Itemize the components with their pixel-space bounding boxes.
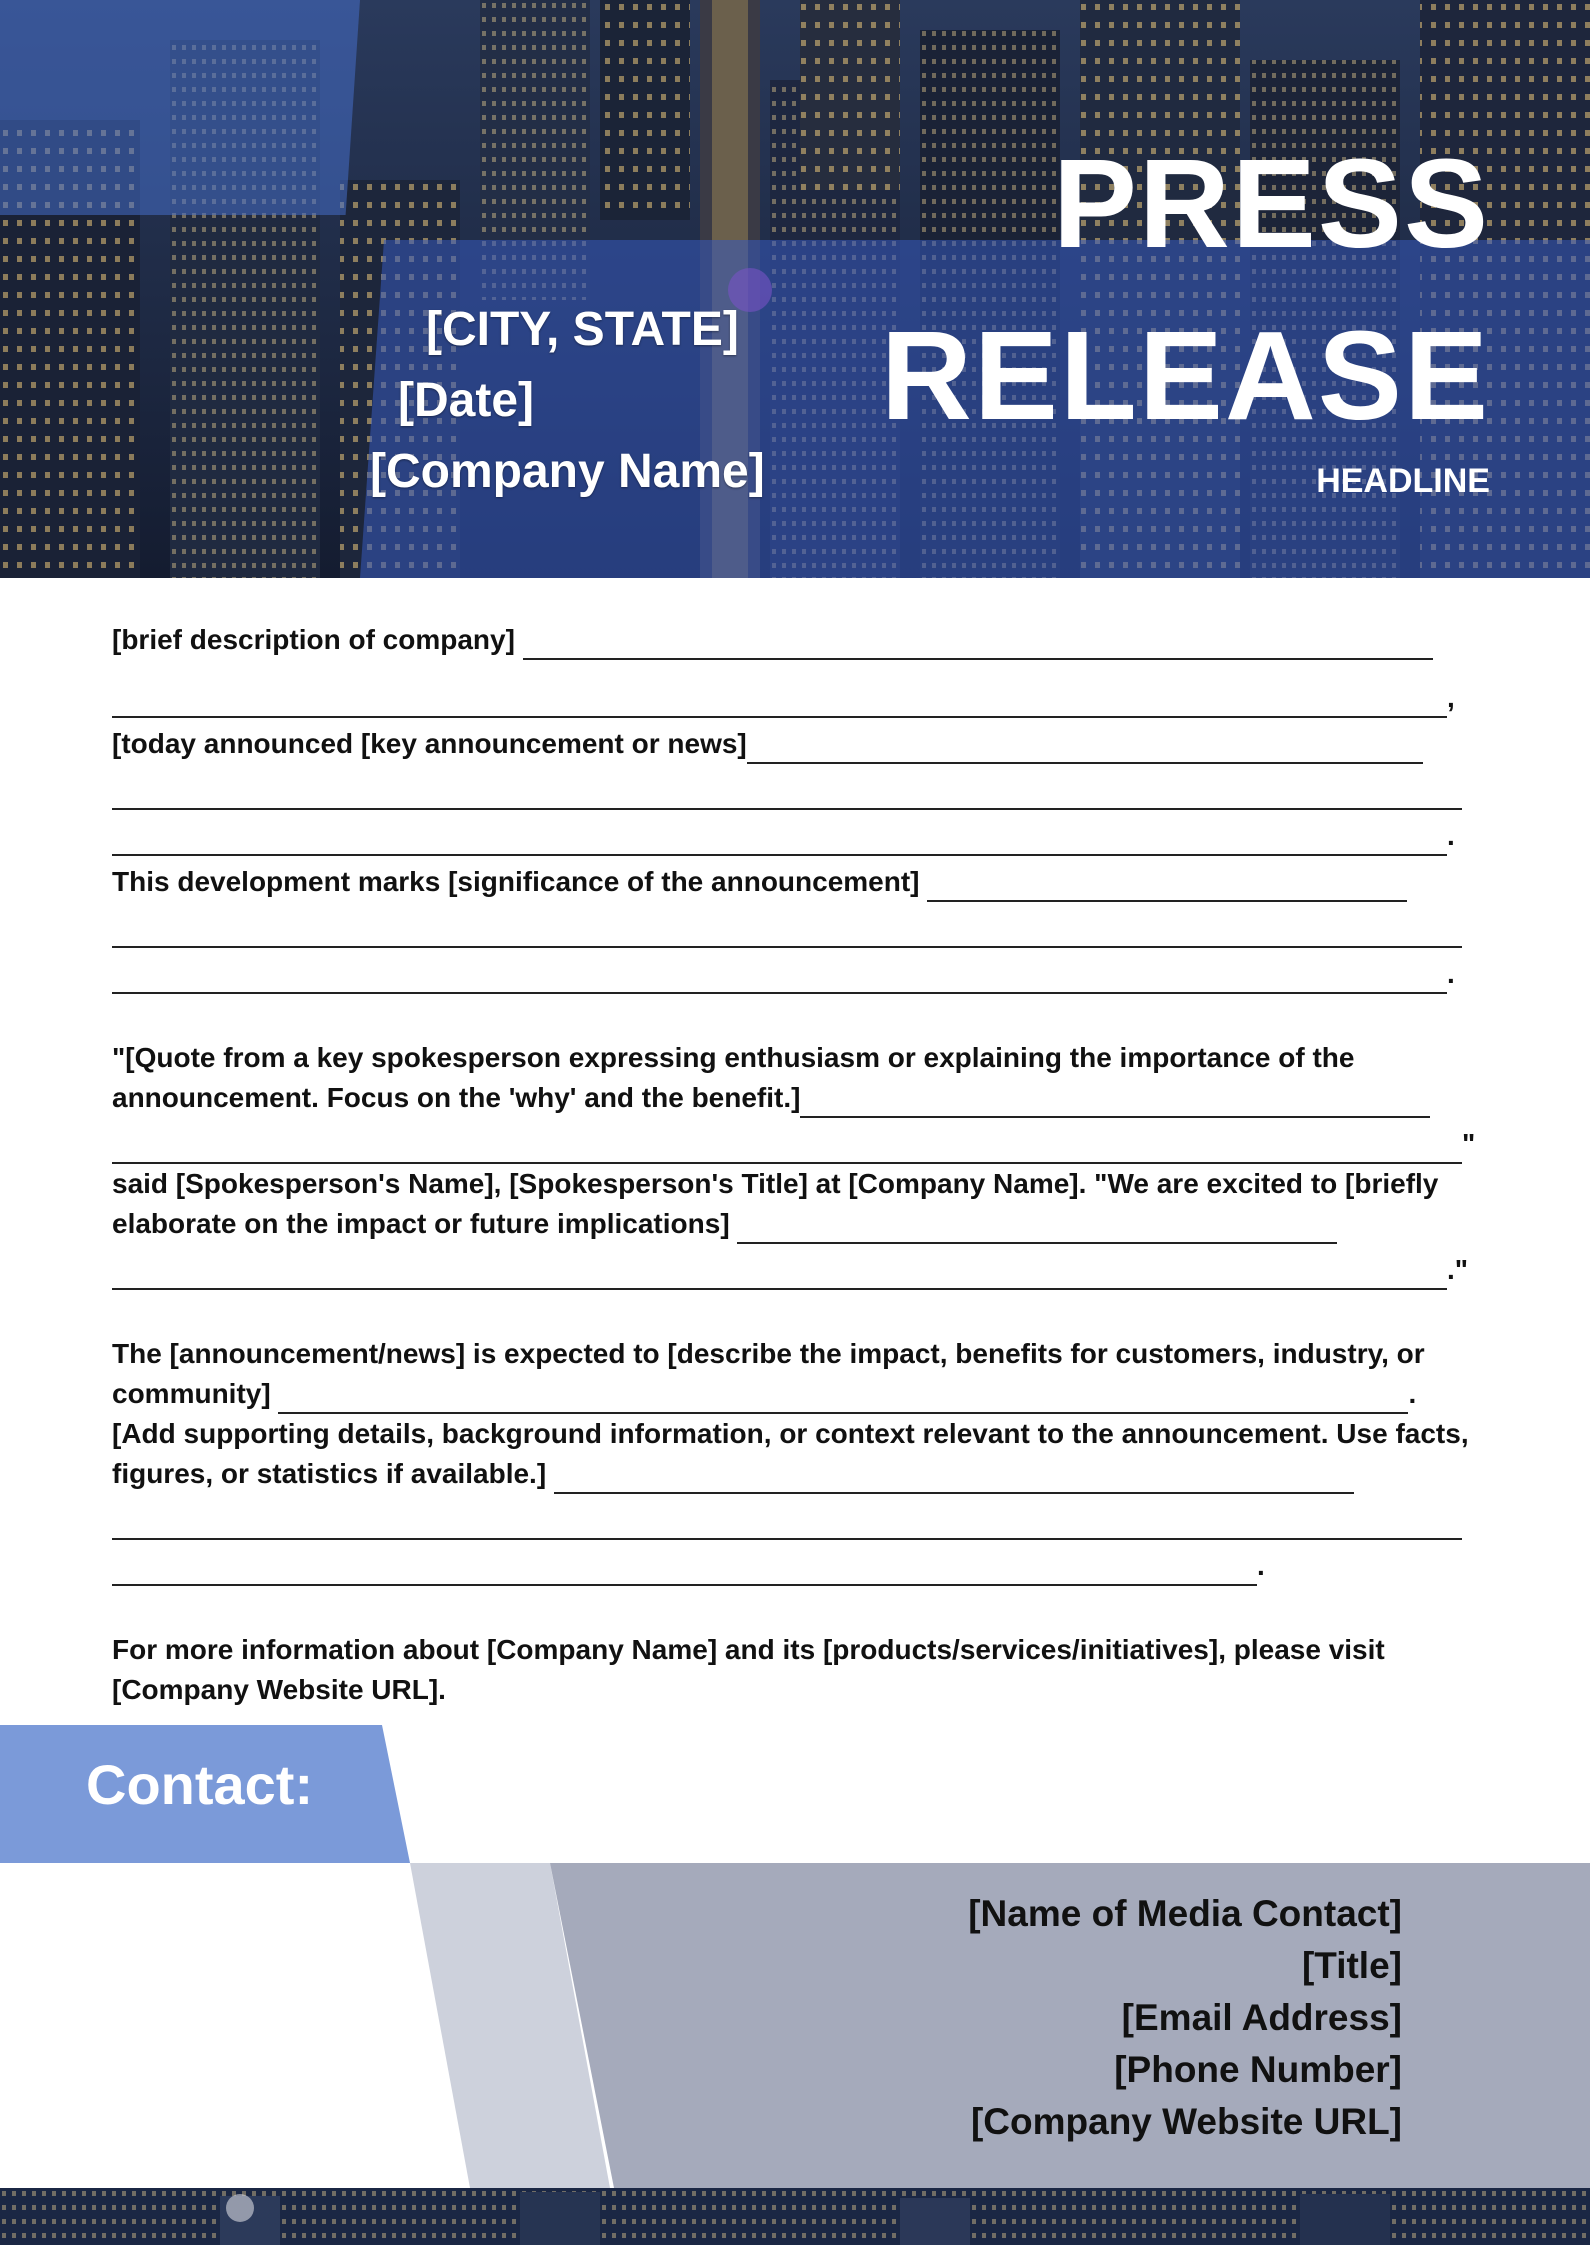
period-mark: . [1447,820,1455,851]
fill-line [523,630,1433,660]
more-info-paragraph: For more information about [Company Name] and its [products/services/initiatives], please visit [Company Website URL]. [112,1634,1385,1705]
footer-city-strip [0,2188,1590,2245]
city-state: [CITY, STATE] [426,303,739,356]
fill-line [737,1214,1337,1244]
fill-line [112,826,1447,856]
quote: "[Quote from a key spokesperson expressing enthusiasm or explaining the importance of the announcement. Focus on the 'why' and the benefit.] [112,1042,1355,1113]
fill-row [112,770,1482,810]
announcement-line [112,724,1482,764]
contact-phone: [Phone Number] [1114,2049,1402,2090]
contact-website: [Company Website URL] [970,2101,1402,2142]
fill-row [112,1124,1482,1164]
press-release-title [881,118,1490,462]
quote-paragraph [112,1038,1462,1118]
close-quote-mark: " [1462,1128,1476,1159]
fill-line [112,1260,1447,1290]
fill-line [927,872,1407,902]
fill-line [800,1088,1430,1118]
fill-line [112,1510,1462,1540]
impact: The [announcement/news] is expected to [describe the impact, benefits for customers, industry, or community] [112,1338,1425,1409]
date: [Date] [398,374,535,427]
development: This development marks [significance of the announcement] [112,866,920,897]
announcement: [today announced [key announcement or news] [112,728,747,759]
period-quote-mark: ." [1447,1254,1469,1285]
contact-heading: Contact: [86,1753,314,1816]
contact-details [968,1888,1402,2148]
fill-line [112,1134,1462,1164]
title-line-release: RELEASE [880,305,1490,446]
fill-row [112,1250,1482,1290]
period-mark: . [1408,1378,1417,1409]
contact-title: [Title] [1301,1945,1402,1986]
company-name: [Company Name] [370,445,765,498]
title-line-press: PRESS [1052,133,1490,274]
development-line [112,862,1482,902]
fill-line [112,688,1447,718]
fill-row [112,1546,1482,1586]
fill-line [278,1384,1408,1414]
fill-line [112,1556,1257,1586]
fill-line [554,1464,1354,1494]
fill-row [112,816,1482,856]
supporting-paragraph [112,1414,1482,1494]
fill-line [112,964,1447,994]
impact-paragraph [112,1334,1482,1414]
period-mark: . [1447,958,1455,989]
spokesperson-paragraph [112,1164,1482,1244]
company-description: [brief description of company] [112,624,515,655]
headline-label: HEADLINE [1316,462,1490,500]
press-body [112,620,1482,1710]
fill-line [112,780,1462,810]
contact-name: [Name of Media Contact] [968,1893,1402,1934]
spokesperson-said: said [Spokesperson's Name], [Spokesperson's Title] at [Company Name]. "We are excited to [briefly elaborate on the impact or future implications] [112,1168,1439,1239]
fill-row [112,954,1482,994]
comma-mark: , [1447,682,1455,713]
fill-row [112,1500,1482,1540]
fill-line [747,734,1423,764]
header-blue-overlay-left [0,0,360,215]
fill-row [112,678,1482,718]
fill-row [112,908,1482,948]
supporting-details: [Add supporting details, background information, or context relevant to the announcement. Use facts, figures, or statistics if available.] [112,1418,1469,1489]
period-mark: . [1257,1550,1265,1581]
contact-email: [Email Address] [1121,1997,1402,2038]
company-description-line [112,620,1482,660]
header-banner [0,0,1590,578]
fill-line [112,918,1462,948]
city-skyline-footer-image [0,2188,1590,2245]
